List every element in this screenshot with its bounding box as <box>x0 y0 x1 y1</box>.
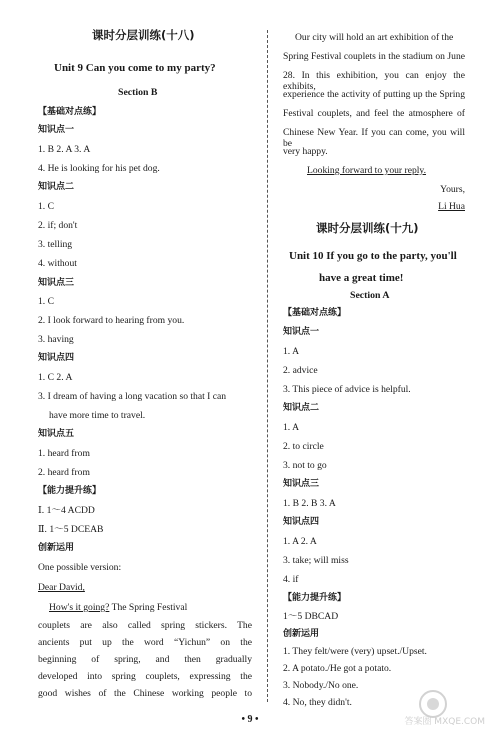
letter-line: experience the activity of putting up the Spring <box>283 89 465 100</box>
watermark-logo <box>404 688 491 728</box>
answer-line: Ⅰ. 1～4 ACDD <box>38 505 95 516</box>
answer-line: 3. take; will miss <box>283 555 349 566</box>
knowledge-point-2: 知识点二 <box>38 182 75 192</box>
answer-line: 1～5 DBCAD <box>283 611 339 622</box>
letter-signature: Li Hua <box>438 201 465 212</box>
creative-use-header: 创新运用 <box>283 629 320 639</box>
answer-line: 4. if <box>283 574 299 585</box>
basic-practice-header: 【基础对点练】 <box>38 107 102 117</box>
unit-10-heading: Unit 10 If you go to the party, you'll <box>289 250 457 262</box>
basic-practice-header: 【基础对点练】 <box>283 308 347 318</box>
knowledge-point-1: 知识点一 <box>283 327 320 337</box>
answer-line: 1. A <box>283 422 299 433</box>
letter-line: 28. In this exhibition, you can enjoy the exhibits, <box>283 70 465 93</box>
knowledge-point-3: 知识点三 <box>283 479 320 489</box>
knowledge-point-4: 知识点四 <box>38 353 75 363</box>
page-number: • 9 • <box>241 714 259 725</box>
answer-line: 2. to circle <box>283 441 324 452</box>
answer-line: 2. A potato./He got a potato. <box>283 663 392 674</box>
column-divider <box>267 30 268 702</box>
letter-line: good wishes of the Chinese working people to <box>38 688 252 699</box>
knowledge-point-4: 知识点四 <box>283 517 320 527</box>
letter-line <box>49 602 187 613</box>
letter-line: beginning of spring, and then gradually <box>38 654 252 665</box>
section-b-heading: Section B <box>118 87 158 98</box>
letter-line: very happy. <box>283 146 328 157</box>
ability-practice-header: 【能力提升练】 <box>283 593 347 603</box>
answer-line: 3. telling <box>38 239 73 250</box>
watermark-dot <box>427 698 439 710</box>
answer-line: 1. heard from <box>38 448 90 459</box>
answer-line: 4. without <box>38 258 77 269</box>
knowledge-point-1: 知识点一 <box>38 125 75 135</box>
answer-line: 2. I look forward to hearing from you. <box>38 315 185 326</box>
answer-line: have more time to travel. <box>49 410 146 421</box>
letter-line-text: The Spring Festival <box>109 602 188 613</box>
answer-line: 4. He is looking for his pet dog. <box>38 163 160 174</box>
lesson-title-19: 课时分层训练(十九) <box>316 221 419 235</box>
letter-closing: Looking forward to your reply. <box>307 165 427 176</box>
unit-9-heading: Unit 9 Can you come to my party? <box>54 62 216 74</box>
answer-line: Ⅱ. 1～5 DCEAB <box>38 524 104 535</box>
knowledge-point-3: 知识点三 <box>38 278 75 288</box>
knowledge-point-5: 知识点五 <box>38 429 75 439</box>
answer-line: 1. C <box>38 201 54 212</box>
letter-yours: Yours, <box>440 184 465 195</box>
letter-salutation: Dear David, <box>38 582 85 593</box>
answer-line: 3. This piece of advice is helpful. <box>283 384 411 395</box>
answer-line: 3. having <box>38 334 74 345</box>
unit-10-heading-cont: have a great time! <box>319 272 404 284</box>
creative-use-header: 创新运用 <box>38 543 75 553</box>
ability-practice-header: 【能力提升练】 <box>38 486 102 496</box>
letter-line: Chinese New Year. If you can come, you will be <box>283 127 465 150</box>
answer-line: 1. A <box>283 346 299 357</box>
lesson-title-18: 课时分层训练(十八) <box>92 28 195 42</box>
watermark-text: 答案圈 MXQE.COM <box>404 717 485 727</box>
letter-opening: How's it going? <box>49 602 110 613</box>
answer-line: 1. A 2. A <box>283 536 317 547</box>
answer-line: 2. heard from <box>38 467 90 478</box>
knowledge-point-2: 知识点二 <box>283 403 320 413</box>
letter-line: Festival couplets, and feel the atmosphere of <box>283 108 465 119</box>
letter-line: developed into spring couplets, expressing the <box>38 671 252 682</box>
answer-line: 1. C 2. A <box>38 372 73 383</box>
answer-line: 2. if; don't <box>38 220 78 231</box>
letter-line: ancients put up the word “Yichun” on the <box>38 637 252 648</box>
answer-line: 1. C <box>38 296 54 307</box>
letter-line: couplets are also called spring stickers. The <box>38 620 252 631</box>
answer-line: 3. not to go <box>283 460 327 471</box>
letter-line: Our city will hold an art exhibition of the <box>295 32 454 43</box>
possible-version-label: One possible version: <box>38 562 122 573</box>
answer-line: 1. B 2. B 3. A <box>283 498 336 509</box>
section-a-heading: Section A <box>350 290 390 301</box>
answer-line: 3. I dream of having a long vacation so that I can <box>38 391 227 402</box>
answer-line: 3. Nobody./No one. <box>283 680 359 691</box>
answer-line: 1. B 2. A 3. A <box>38 144 91 155</box>
letter-line: Spring Festival couplets in the stadium on June <box>283 51 465 62</box>
answer-line: 1. They felt/were (very) upset./Upset. <box>283 646 427 657</box>
answer-line: 2. advice <box>283 365 318 376</box>
answer-line: 4. No, they didn't. <box>283 697 352 708</box>
